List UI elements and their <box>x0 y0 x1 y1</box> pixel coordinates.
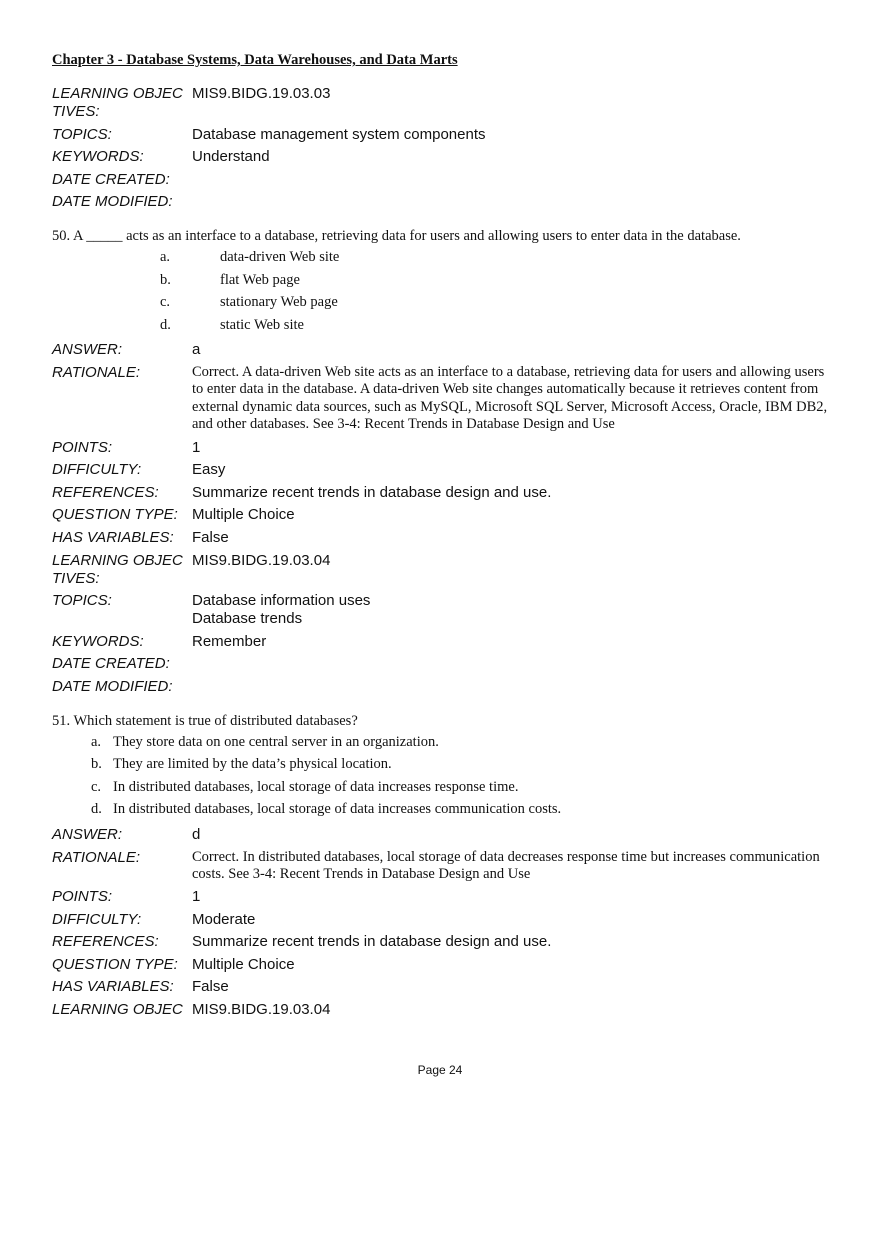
meta-label: DIFFICULTY: <box>52 461 142 479</box>
q51-rationale-row <box>52 849 832 884</box>
choice-letter: b. <box>91 756 102 773</box>
chapter-title: Chapter 3 - Database Systems, Data Warehouses, and Data Marts <box>52 52 458 68</box>
choice-text: In distributed databases, local storage of data increases response time. <box>113 778 519 795</box>
meta-label: POINTS: <box>52 438 113 456</box>
topic-item: Database trends <box>192 610 303 628</box>
meta-label: DIFFICULTY: <box>52 910 142 928</box>
choice-letter: a. <box>160 249 171 266</box>
q50-date-modified-row <box>52 678 832 696</box>
q51-points-row <box>52 888 832 906</box>
meta-label: LEARNING OBJECTIVES: <box>52 85 183 120</box>
prev-learning-objectives-row <box>52 85 832 121</box>
rationale-text: Correct. In distributed databases, local storage of data decreases response time but increases communication costs. See 3-4: Recent Trends in Database Design and Use <box>192 848 820 882</box>
prev-keywords-row <box>52 148 832 166</box>
answer-value: a <box>192 341 201 359</box>
question-50-choices <box>52 249 832 339</box>
choice-letter: d. <box>91 801 102 818</box>
q50-points-row <box>52 439 832 457</box>
page-number: Page 24 <box>417 1063 463 1077</box>
q50-answer-row <box>52 341 832 359</box>
topic-item: Database information uses <box>192 592 371 610</box>
q50-keywords-row <box>52 633 832 651</box>
meta-label: KEYWORDS: <box>52 632 144 650</box>
question-type-value: Multiple Choice <box>192 955 295 973</box>
rationale-text: Correct. A data-driven Web site acts as an interface to a database, retrieving data for users and allowing users to enter data in the database. A data-driven Web site changes automatically because it retrieves content from external dynamic data sources, such as MySQL, Microsoft SQL Server, Microsoft Access, Oracle, IBM DB2, and other databases. See 3-4: Recent Trends in Database Design and Use <box>192 363 828 433</box>
keywords-value: Remember <box>192 632 267 650</box>
meta-label: KEYWORDS: <box>52 148 144 166</box>
choice-item <box>52 272 832 295</box>
q50-has-variables-row <box>52 529 832 547</box>
q51-has-variables-row <box>52 978 832 996</box>
choice-text: In distributed databases, local storage of data increases communication costs. <box>113 801 562 818</box>
has-variables-value: False <box>192 978 229 996</box>
meta-label: DATE MODIFIED: <box>52 677 173 695</box>
choice-letter: c. <box>91 778 102 795</box>
document-page <box>52 52 832 1024</box>
topics-list <box>192 592 832 628</box>
question-type-value: Multiple Choice <box>192 506 295 524</box>
choice-item <box>52 801 832 824</box>
prev-topics-row <box>52 126 832 144</box>
choice-letter: a. <box>91 733 102 750</box>
meta-label: LEARNING OBJECTIVES: <box>52 551 183 587</box>
meta-label: ANSWER: <box>52 341 123 359</box>
meta-label: LEARNING OBJEC <box>52 1001 183 1019</box>
choice-text: flat Web page <box>220 271 300 288</box>
meta-value: MIS9.BIDG.19.03.03 <box>192 85 331 102</box>
meta-label: RATIONALE: <box>52 848 141 866</box>
meta-label: DATE CREATED: <box>52 170 170 188</box>
q50-date-created-row <box>52 655 832 673</box>
choice-text: They store data on one central server in an organization. <box>113 733 439 750</box>
choice-item <box>52 756 832 779</box>
meta-label: REFERENCES: <box>52 483 159 501</box>
points-value: 1 <box>192 438 201 456</box>
difficulty-value: Easy <box>192 461 226 479</box>
choice-item <box>52 317 832 340</box>
choice-item <box>52 779 832 802</box>
q51-difficulty-row <box>52 911 832 929</box>
q50-question-type-row <box>52 506 832 524</box>
question-51-text: 51. Which statement is true of distributed databases? <box>52 712 358 729</box>
q50-learning-objectives-row <box>52 552 832 588</box>
meta-label: DATE MODIFIED: <box>52 193 173 211</box>
has-variables-value: False <box>192 528 229 546</box>
q50-rationale-row <box>52 364 832 434</box>
meta-label: HAS VARIABLES: <box>52 528 174 546</box>
meta-label: QUESTION TYPE: <box>52 955 178 973</box>
choice-letter: b. <box>160 271 171 288</box>
meta-label: TOPICS: <box>52 592 112 610</box>
meta-label: QUESTION TYPE: <box>52 506 178 524</box>
q51-answer-row <box>52 826 832 844</box>
q50-topics-row <box>52 592 832 628</box>
choice-text: stationary Web page <box>220 294 338 311</box>
q50-difficulty-row <box>52 461 832 479</box>
answer-value: d <box>192 825 201 843</box>
choice-letter: d. <box>160 316 171 333</box>
meta-label: REFERENCES: <box>52 933 159 951</box>
prev-date-modified-row <box>52 193 832 211</box>
meta-label: RATIONALE: <box>52 363 141 381</box>
meta-label: HAS VARIABLES: <box>52 978 174 996</box>
choice-item <box>52 294 832 317</box>
choice-item <box>52 249 832 272</box>
learning-objectives-value: MIS9.BIDG.19.03.04 <box>192 1001 331 1019</box>
q51-question-type-row <box>52 956 832 974</box>
references-value: Summarize recent trends in database design and use. <box>192 483 552 501</box>
choice-text: static Web site <box>220 316 304 333</box>
question-51-choices <box>52 734 832 824</box>
choice-text: They are limited by the data’s physical location. <box>113 756 392 773</box>
choice-text: data-driven Web site <box>220 249 340 266</box>
meta-label: POINTS: <box>52 888 113 906</box>
meta-label: TOPICS: <box>52 125 112 143</box>
q51-learning-objectives-row <box>52 1001 832 1019</box>
choice-item <box>52 734 832 757</box>
question-50-text: 50. A _____ acts as an interface to a database, retrieving data for users and allowing users to enter data in the database. <box>52 228 741 245</box>
meta-value: Database management system components <box>192 125 486 143</box>
meta-label: DATE CREATED: <box>52 655 170 673</box>
difficulty-value: Moderate <box>192 910 256 928</box>
meta-label: ANSWER: <box>52 825 123 843</box>
points-value: 1 <box>192 888 201 906</box>
references-value: Summarize recent trends in database design and use. <box>192 933 552 951</box>
choice-letter: c. <box>160 294 171 311</box>
learning-objectives-value: MIS9.BIDG.19.03.04 <box>192 551 331 569</box>
meta-value: Understand <box>192 148 270 166</box>
q51-references-row <box>52 933 832 951</box>
prev-date-created-row <box>52 171 832 189</box>
q50-references-row <box>52 484 832 502</box>
